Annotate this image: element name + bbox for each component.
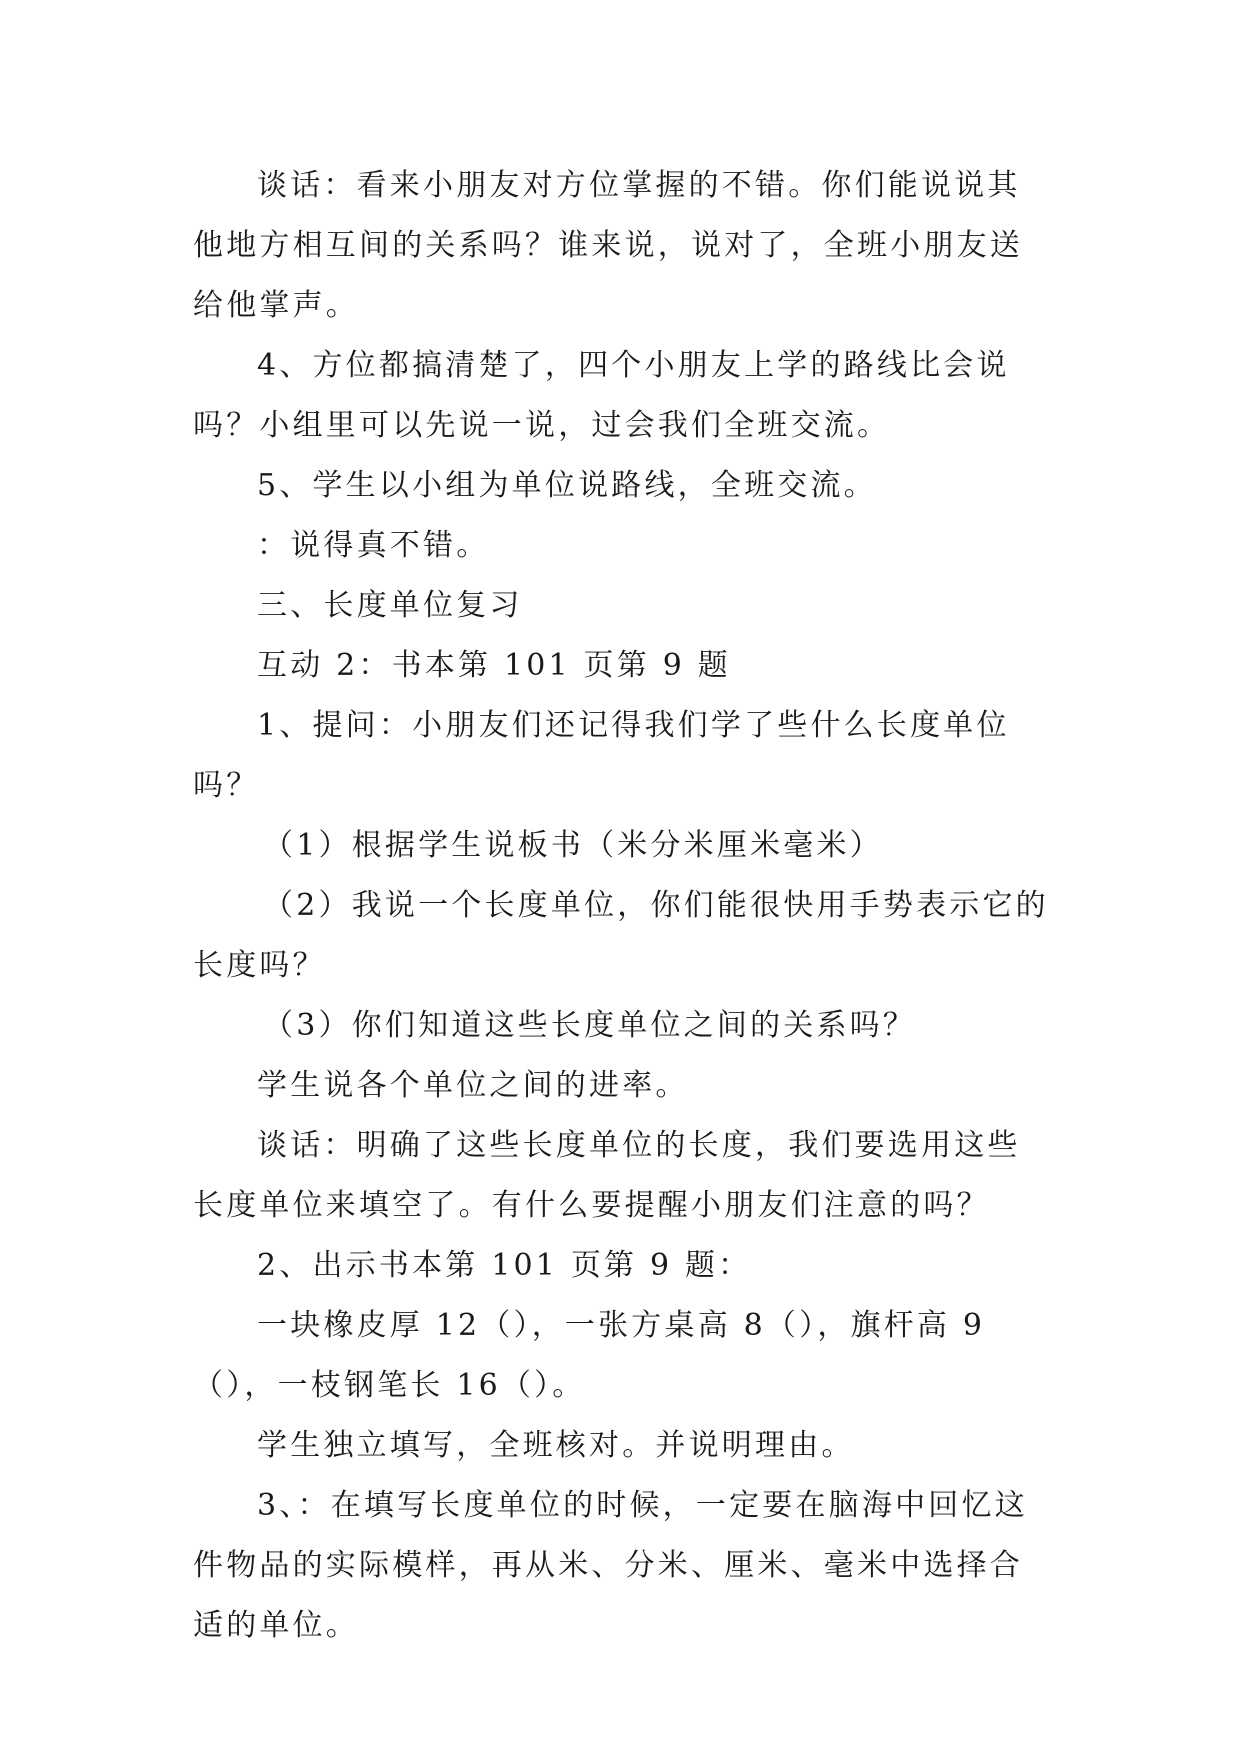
paragraph-talk-units: 谈话：明确了这些长度单位的长度，我们要选用这些长度单位来填空了。有什么要提醒小朋友们注意的吗？ — [193, 1128, 1021, 1223]
paragraph-students-say-rates: 学生说各个单位之间的进率。 — [257, 1068, 689, 1103]
paragraph-sub-3: （3）你们知道这些长度单位之间的关系吗？ — [263, 1008, 917, 1043]
paragraph-step-4: 4、方位都搞清楚了，四个小朋友上学的路线比会说吗？小组里可以先说一说，过会我们全班交流。 — [193, 348, 1010, 443]
paragraph-students-fill: 学生独立填写，全班核对。并说明理由。 — [257, 1428, 855, 1463]
section-heading-length-review: 三、长度单位复习 — [257, 588, 523, 623]
paragraph-sub-2: （2）我说一个长度单位，你们能很快用手势表示它的长度吗？ — [193, 888, 1049, 983]
paragraph-step-2-show: 2、出示书本第 101 页第 9 题： — [257, 1248, 752, 1283]
paragraph-sub-1: （1）根据学生说板书（米分米厘米毫米） — [263, 828, 883, 863]
paragraph-interaction-2: 互动 2：书本第 101 页第 9 题 — [257, 648, 731, 683]
paragraph-step-3-summary: 3、：在填写长度单位的时候，一定要在脑海中回忆这件物品的实际模样，再从米、分米、厘米、毫米中选择合适的单位。 — [193, 1488, 1028, 1643]
paragraph-praise: ：说得真不错。 — [257, 528, 490, 563]
paragraph-step-5: 5、学生以小组为单位说路线，全班交流。 — [257, 468, 877, 503]
paragraph-question-1: 1、提问：小朋友们还记得我们学了些什么长度单位吗？ — [193, 708, 1010, 803]
document-page — [193, 156, 1053, 1656]
paragraph-fill-blanks: 一块橡皮厚 12（），一张方桌高 8（），旗杆高 9（），一枝钢笔长 16（）。 — [193, 1308, 986, 1403]
paragraph-talk-direction: 谈话：看来小朋友对方位掌握的不错。你们能说说其他地方相互间的关系吗？谁来说，说对了，全班小朋友送给他掌声。 — [193, 168, 1023, 323]
